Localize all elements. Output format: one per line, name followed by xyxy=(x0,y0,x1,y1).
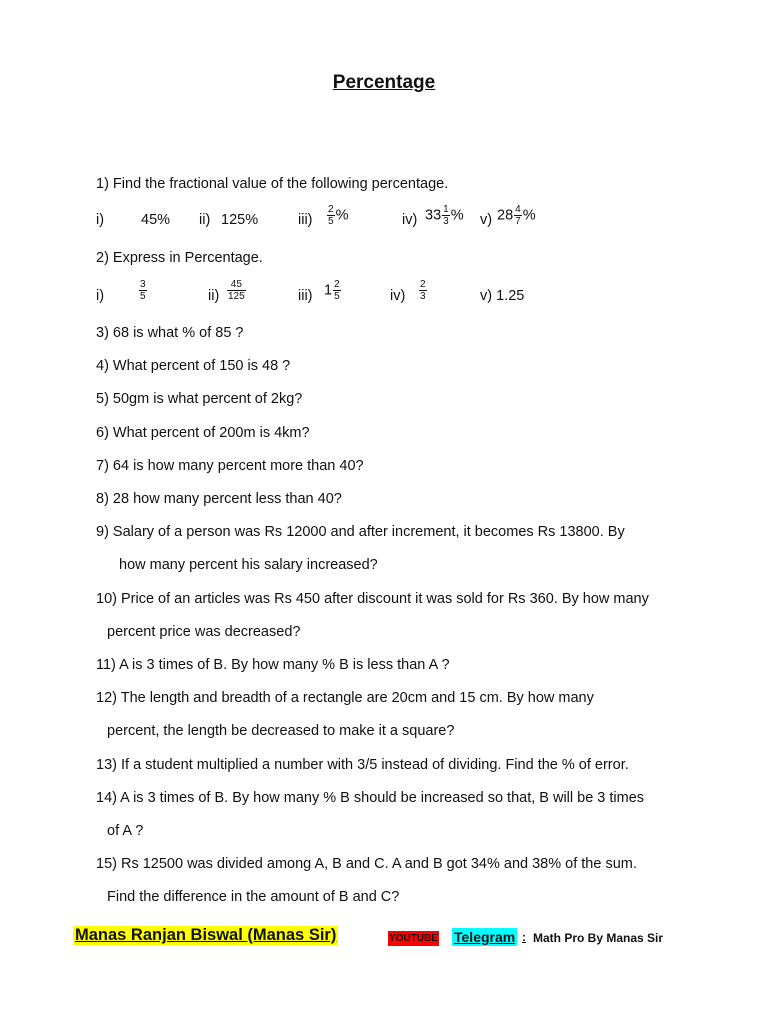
denominator: 5 xyxy=(140,291,146,302)
q2-item-iv-label: iv) xyxy=(390,288,406,304)
youtube-label: YOUTUBE xyxy=(389,933,438,944)
q1-item-iv-label: iv) xyxy=(402,212,418,228)
question-4: 4) What percent of 150 is 48 ? xyxy=(96,358,291,374)
author-name: Manas Ranjan Biswal (Manas Sir) xyxy=(75,926,337,944)
q2-item-iii-label: iii) xyxy=(298,288,313,304)
question-9-line-1: 9) Salary of a person was Rs 12000 and after increment, it becomes Rs 13800. By xyxy=(96,524,625,540)
fraction xyxy=(514,204,522,227)
question-12-line-2: percent, the length be decreased to make it a square? xyxy=(107,723,455,739)
question-9-line-2: how many percent his salary increased? xyxy=(119,557,378,573)
denominator: 3 xyxy=(420,291,426,302)
question-11: 11) A is 3 times of B. By how many % B is less than A ? xyxy=(96,657,450,673)
question-15-line-2: Find the difference in the amount of B and C? xyxy=(107,889,400,905)
telegram-label: Telegram xyxy=(454,929,516,945)
page-title: Percentage xyxy=(332,72,436,93)
question-12-line-1: 12) The length and breadth of a rectangle are 20cm and 15 cm. By how many xyxy=(96,690,594,706)
q1-item-iv-value xyxy=(425,204,464,227)
q1-item-i-label: i) xyxy=(96,212,105,228)
q2-item-i-value xyxy=(138,279,148,302)
question-10-line-1: 10) Price of an articles was Rs 450 after discount it was sold for Rs 360. By how many xyxy=(96,591,649,607)
question-3: 3) 68 is what % of 85 ? xyxy=(96,325,244,341)
q1-item-iii-value xyxy=(326,204,348,227)
q1-item-ii-value: 125% xyxy=(221,212,259,228)
q1-item-i-value: 45% xyxy=(141,212,171,228)
footer-colon: : xyxy=(522,930,526,944)
q1-item-v-label: v) xyxy=(480,212,493,228)
q1-item-iii-label: iii) xyxy=(298,212,313,228)
numerator: 2 xyxy=(334,279,340,290)
question-1: 1) Find the fractional value of the following percentage. xyxy=(96,176,449,192)
fraction xyxy=(442,204,450,227)
question-10-line-2: percent price was decreased? xyxy=(107,624,301,640)
denominator: 3 xyxy=(443,216,449,227)
numerator: 45 xyxy=(227,279,246,291)
fraction xyxy=(227,279,246,302)
question-6: 6) What percent of 200m is 4km? xyxy=(96,425,310,441)
numerator: 3 xyxy=(140,279,146,290)
numerator: 2 xyxy=(420,279,426,290)
channel-handle: Math Pro By Manas Sir xyxy=(533,931,664,945)
q1-item-ii-label: ii) xyxy=(199,212,211,228)
whole-number: 28 xyxy=(497,207,514,224)
q2-item-iii-value xyxy=(324,279,342,302)
q1-item-v-value xyxy=(497,204,536,227)
q2-item-ii-label: ii) xyxy=(208,288,220,304)
q2-item-i-label: i) xyxy=(96,288,105,304)
question-14-line-2: of A ? xyxy=(107,823,144,839)
fraction xyxy=(327,204,335,227)
q2-item-iv-value xyxy=(418,279,428,302)
question-2: 2) Express in Percentage. xyxy=(96,250,263,266)
denominator: 125 xyxy=(228,291,245,302)
q2-item-ii-value xyxy=(226,279,247,302)
numerator: 2 xyxy=(328,204,334,215)
numerator: 4 xyxy=(515,204,521,215)
whole-number: 1 xyxy=(324,282,333,299)
numerator: 1 xyxy=(443,204,449,215)
fraction xyxy=(333,279,341,302)
denominator: 5 xyxy=(328,216,334,227)
q2-item-v: v) 1.25 xyxy=(480,288,525,304)
percent-sign: % xyxy=(450,207,464,224)
percent-sign: % xyxy=(335,207,349,224)
question-15-line-1: 15) Rs 12500 was divided among A, B and C. A and B got 34% and 38% of the sum. xyxy=(96,856,637,872)
whole-number: 33 xyxy=(425,207,442,224)
question-5: 5) 50gm is what percent of 2kg? xyxy=(96,391,303,407)
fraction xyxy=(419,279,427,302)
fraction xyxy=(139,279,147,302)
question-14-line-1: 14) A is 3 times of B. By how many % B should be increased so that, B will be 3 times xyxy=(96,790,645,806)
question-7: 7) 64 is how many percent more than 40? xyxy=(96,458,364,474)
denominator: 5 xyxy=(334,291,340,302)
percent-sign: % xyxy=(522,207,536,224)
denominator: 7 xyxy=(515,216,521,227)
question-8: 8) 28 how many percent less than 40? xyxy=(96,491,342,507)
question-13: 13) If a student multiplied a number with 3/5 instead of dividing. Find the % of error. xyxy=(96,757,629,773)
